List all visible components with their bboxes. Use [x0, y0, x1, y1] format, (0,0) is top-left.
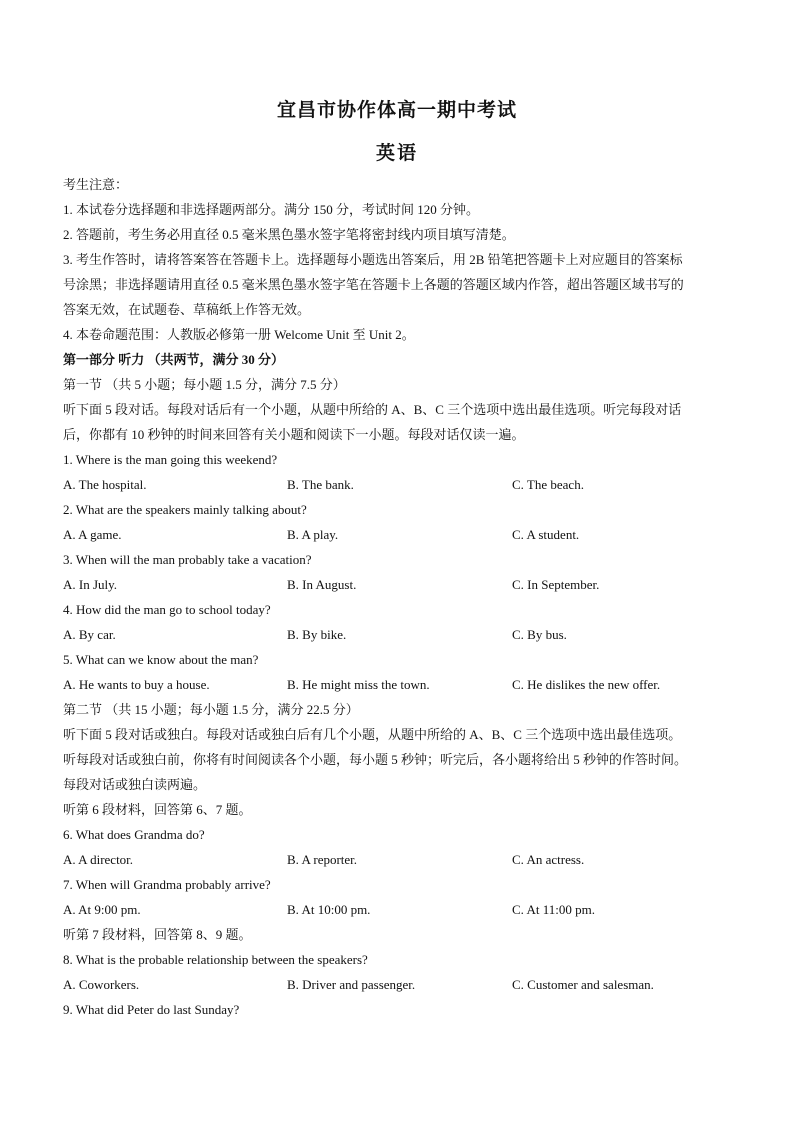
- option-b: B. A play.: [287, 527, 339, 542]
- question-9: 9. What did Peter do last Sunday?: [63, 1002, 240, 1017]
- option-b: B. At 10:00 pm.: [287, 902, 371, 917]
- part1-title: 第一部分 听力 （共两节，满分 30 分）: [63, 352, 285, 367]
- section2-instructions: 听下面 5 段对话或独白。每段对话或独白后有几个小题，从题中所给的 A、B、C 三个选项中选出最佳选项。: [63, 727, 682, 742]
- section2-instructions: 每段对话或独白读两遍。: [63, 777, 207, 792]
- option-a: A. The hospital.: [63, 477, 147, 492]
- notice-item: 4. 本卷命题范围：人教版必修第一册 Welcome Unit 至 Unit 2。: [63, 327, 415, 342]
- question-8: 8. What is the probable relationship between the speakers?: [63, 952, 368, 967]
- section1-title: 第一节 （共 5 小题；每小题 1.5 分，满分 7.5 分）: [63, 377, 346, 392]
- option-a: A. At 9:00 pm.: [63, 902, 141, 917]
- option-a: A. By car.: [63, 627, 116, 642]
- material-7-heading: 听第 7 段材料，回答第 8、9 题。: [63, 927, 252, 942]
- section2-title: 第二节 （共 15 小题；每小题 1.5 分，满分 22.5 分）: [63, 702, 359, 717]
- option-a: A. Coworkers.: [63, 977, 140, 992]
- option-a: A. He wants to buy a house.: [63, 677, 210, 692]
- option-c: C. At 11:00 pm.: [512, 902, 595, 917]
- question-7: 7. When will Grandma probably arrive?: [63, 877, 271, 892]
- notice-item: 1. 本试卷分选择题和非选择题两部分。满分 150 分，考试时间 120 分钟。: [63, 202, 480, 217]
- section2-instructions: 听每段对话或独白前，你将有时间阅读各个小题，每小题 5 秒钟；听完后，各小题将给出 5 秒钟的作答时间。: [63, 752, 688, 767]
- option-c: C. A student.: [512, 527, 580, 542]
- option-c: C. By bus.: [512, 627, 567, 642]
- question-1-options: [63, 472, 753, 497]
- option-a: A. In July.: [63, 577, 118, 592]
- option-a: A. A game.: [63, 527, 122, 542]
- material-6-heading: 听第 6 段材料，回答第 6、7 题。: [63, 802, 252, 817]
- notice-item: 号涂黑；非选择题请用直径 0.5 毫米黑色墨水签字笔在答题卡上各题的答题区域内作答，超出答题区域书写的: [63, 277, 684, 292]
- question-1: 1. Where is the man going this weekend?: [63, 452, 278, 467]
- question-6-options: [63, 847, 753, 872]
- option-b: B. Driver and passenger.: [287, 977, 416, 992]
- question-5-options: [63, 672, 753, 697]
- notice-heading: 考生注意：: [63, 177, 129, 192]
- notice-item: 答案无效，在试题卷、草稿纸上作答无效。: [63, 302, 311, 317]
- question-3-options: [63, 572, 753, 597]
- option-a: A. A director.: [63, 852, 134, 867]
- section1-instructions: 听下面 5 段对话。每段对话后有一个小题，从题中所给的 A、B、C 三个选项中选出最佳选项。听完每段对话: [63, 402, 682, 417]
- exam-content: [63, 172, 753, 1022]
- option-c: C. The beach.: [512, 477, 584, 492]
- question-6: 6. What does Grandma do?: [63, 827, 205, 842]
- question-3: 3. When will the man probably take a vacation?: [63, 552, 312, 567]
- section1-instructions: 后，你都有 10 秒钟的时间来回答有关小题和阅读下一小题。每段对话仅读一遍。: [63, 427, 525, 442]
- notice-item: 3. 考生作答时，请将答案答在答题卡上。选择题每小题选出答案后，用 2B 铅笔把答题卡上对应题目的答案标: [63, 252, 683, 267]
- option-b: B. A reporter.: [287, 852, 358, 867]
- question-4: 4. How did the man go to school today?: [63, 602, 271, 617]
- option-b: B. The bank.: [287, 477, 354, 492]
- exam-title: 宜昌市协作体高一期中考试: [276, 99, 517, 121]
- question-2: 2. What are the speakers mainly talking about?: [63, 502, 307, 517]
- question-2-options: [63, 522, 753, 547]
- option-b: B. By bike.: [287, 627, 347, 642]
- notice-item: 2. 答题前，考生务必用直径 0.5 毫米黑色墨水签字笔将密封线内项目填写清楚。: [63, 227, 515, 242]
- option-c: C. He dislikes the new offer.: [512, 677, 661, 692]
- question-8-options: [63, 972, 753, 997]
- question-5: 5. What can we know about the man?: [63, 652, 259, 667]
- question-4-options: [63, 622, 753, 647]
- option-b: B. In August.: [287, 577, 357, 592]
- exam-subject: 英语: [375, 142, 418, 164]
- option-c: C. In September.: [512, 577, 600, 592]
- option-c: C. An actress.: [512, 852, 585, 867]
- option-c: C. Customer and salesman.: [512, 977, 654, 992]
- option-b: B. He might miss the town.: [287, 677, 430, 692]
- question-7-options: [63, 897, 753, 922]
